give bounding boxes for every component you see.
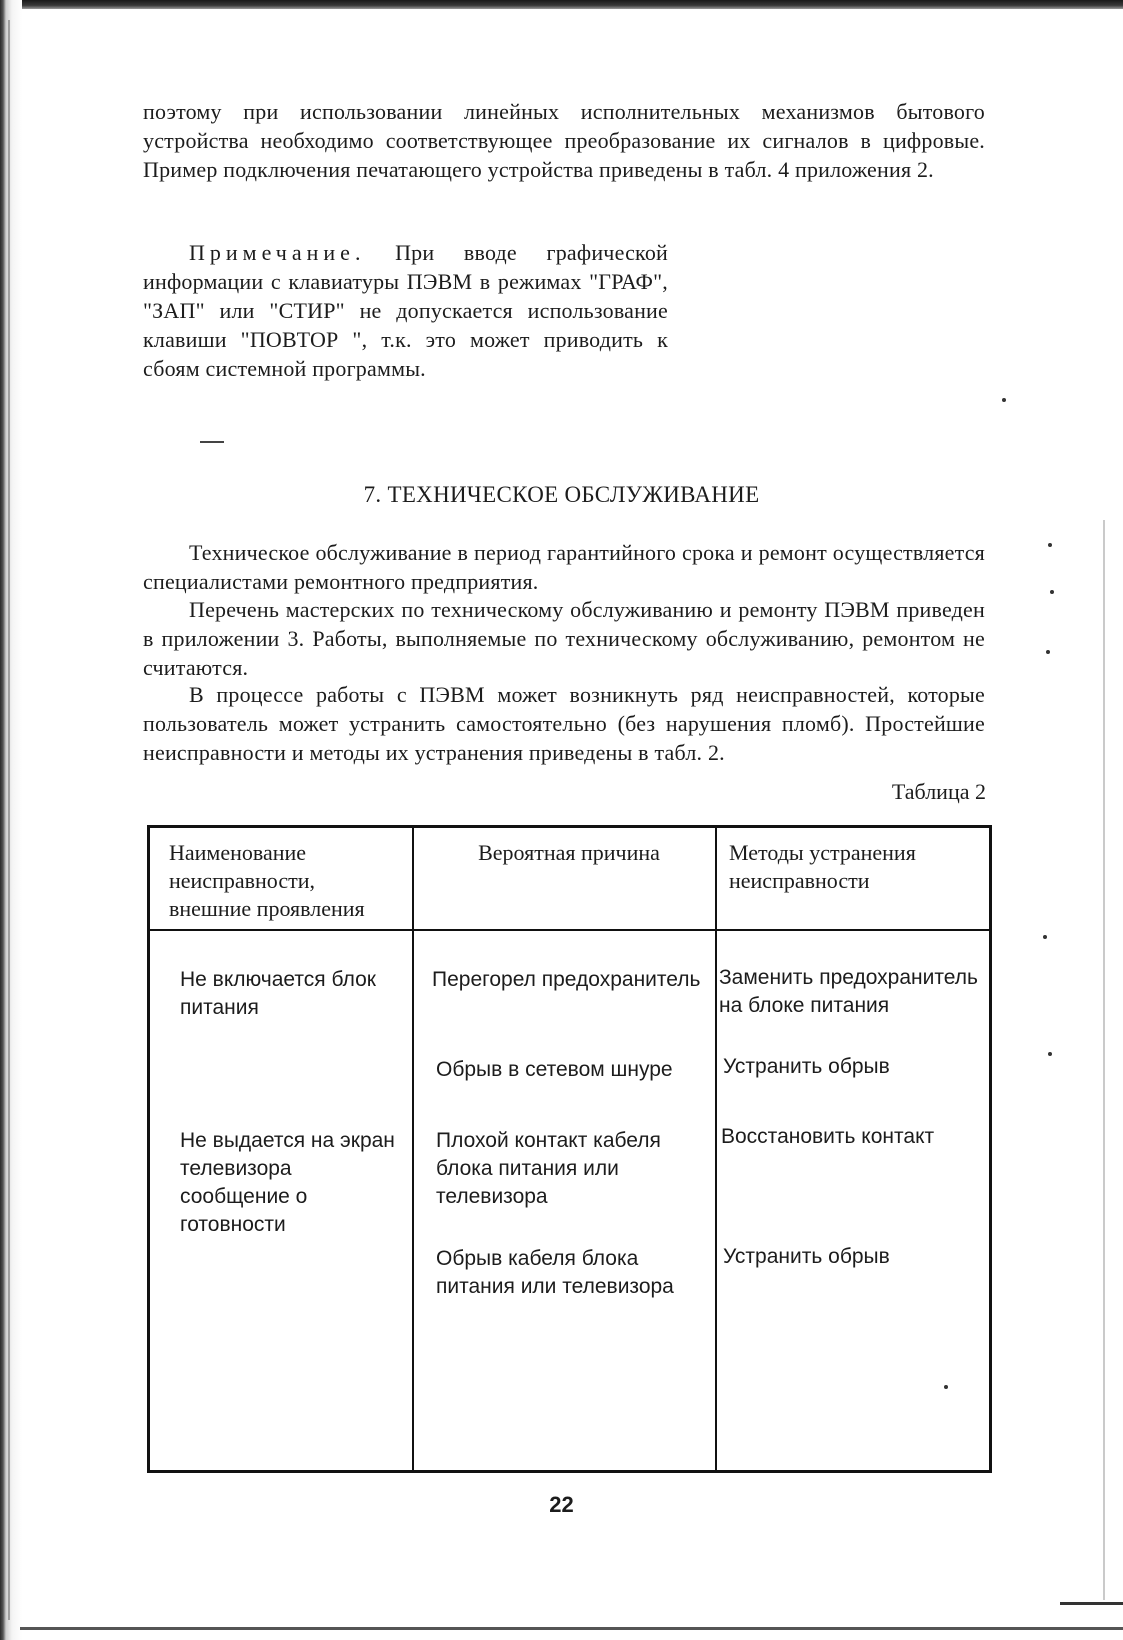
table-column-divider bbox=[412, 825, 414, 1473]
table-column-divider bbox=[715, 825, 717, 1473]
table-cell-cause: Плохой контакт кабеля блока питания или телевизора bbox=[436, 1129, 661, 1208]
note-label: Примечание. bbox=[189, 240, 366, 265]
scan-edge-top bbox=[0, 0, 1123, 9]
table-cell-remedy: Устранить обрыв bbox=[723, 1055, 890, 1078]
table-cell-cause: Обрыв в сетевом шнуре bbox=[436, 1058, 673, 1081]
faults-paragraph: В процессе работы с ПЭВМ может возникнуть ряд неисправностей, которые пользователь может устранить самостоятельно (без нарушения пломб). Простейшие неисправности и методы их устранения приведены в табл. 2. bbox=[143, 682, 985, 765]
table-header-divider bbox=[147, 929, 992, 931]
scan-edge-bottom bbox=[20, 1627, 1123, 1630]
table-caption: Таблица 2 bbox=[891, 779, 986, 804]
intro-paragraph: поэтому при использовании линейных исполнительных механизмов бытового устройства необходимо соответствующее преобразование их сигналов в цифровые. Пример подключения печатающего устройства приведены в табл. 4 приложения 2. bbox=[143, 99, 985, 182]
table-cell-fault: Не выдается на экран телевизора сообщение о готовности bbox=[180, 1129, 395, 1236]
table-cell-fault: Не включается блок питания bbox=[180, 968, 376, 1019]
table-cell-cause: Обрыв кабеля блока питания или телевизора bbox=[436, 1247, 674, 1298]
maintenance-paragraph: Техническое обслуживание в период гарантийного срока и ремонт осуществляется специалистами ремонтного предприятия. bbox=[143, 540, 985, 594]
table-cell-remedy: Устранить обрыв bbox=[723, 1245, 890, 1268]
scan-edge-left-line bbox=[8, 20, 10, 1620]
table-header-cause: Вероятная причина bbox=[478, 840, 660, 865]
scan-speck bbox=[1002, 398, 1006, 402]
scan-edge-left bbox=[0, 0, 22, 1640]
scan-speck bbox=[1050, 590, 1054, 594]
faults-table bbox=[147, 825, 992, 1473]
scan-edge-bottom-right bbox=[1060, 1602, 1123, 1605]
table-header-fault: Наименование неисправности, внешние проявления bbox=[169, 840, 365, 921]
scan-edge-right-line bbox=[1103, 520, 1105, 1600]
page-number: 22 bbox=[549, 1492, 574, 1517]
table-cell-remedy: Заменить предохранитель на блоке питания bbox=[719, 966, 978, 1017]
section-title: 7. ТЕХНИЧЕСКОЕ ОБСЛУЖИВАНИЕ bbox=[363, 482, 760, 507]
table-cell-remedy: Восстановить контакт bbox=[721, 1125, 935, 1148]
scan-speck bbox=[1046, 650, 1050, 654]
scan-speck bbox=[1048, 1052, 1052, 1056]
scan-speck bbox=[1043, 935, 1047, 939]
scan-speck bbox=[1048, 543, 1052, 547]
table-cell-cause: Перегорел предохранитель bbox=[432, 968, 701, 991]
note-text: При вводе графической информации с клавиатуры ПЭВМ в режимах "ГРАФ", "ЗАП" или "СТИР" не допускается использование клавиши "ПОВТОР ", т.к. это может приводить к сбоям системной программы. bbox=[143, 240, 668, 381]
workshops-paragraph: Перечень мастерских по техническому обслуживанию и ремонту ПЭВМ приведен в приложении 3. Работы, выполняемые по техническому обслуживанию, ремонтом не считаются. bbox=[143, 597, 985, 680]
note-paragraph bbox=[143, 238, 668, 383]
dash-mark bbox=[200, 441, 224, 443]
table-header-remedy: Методы устранения неисправности bbox=[729, 840, 916, 893]
